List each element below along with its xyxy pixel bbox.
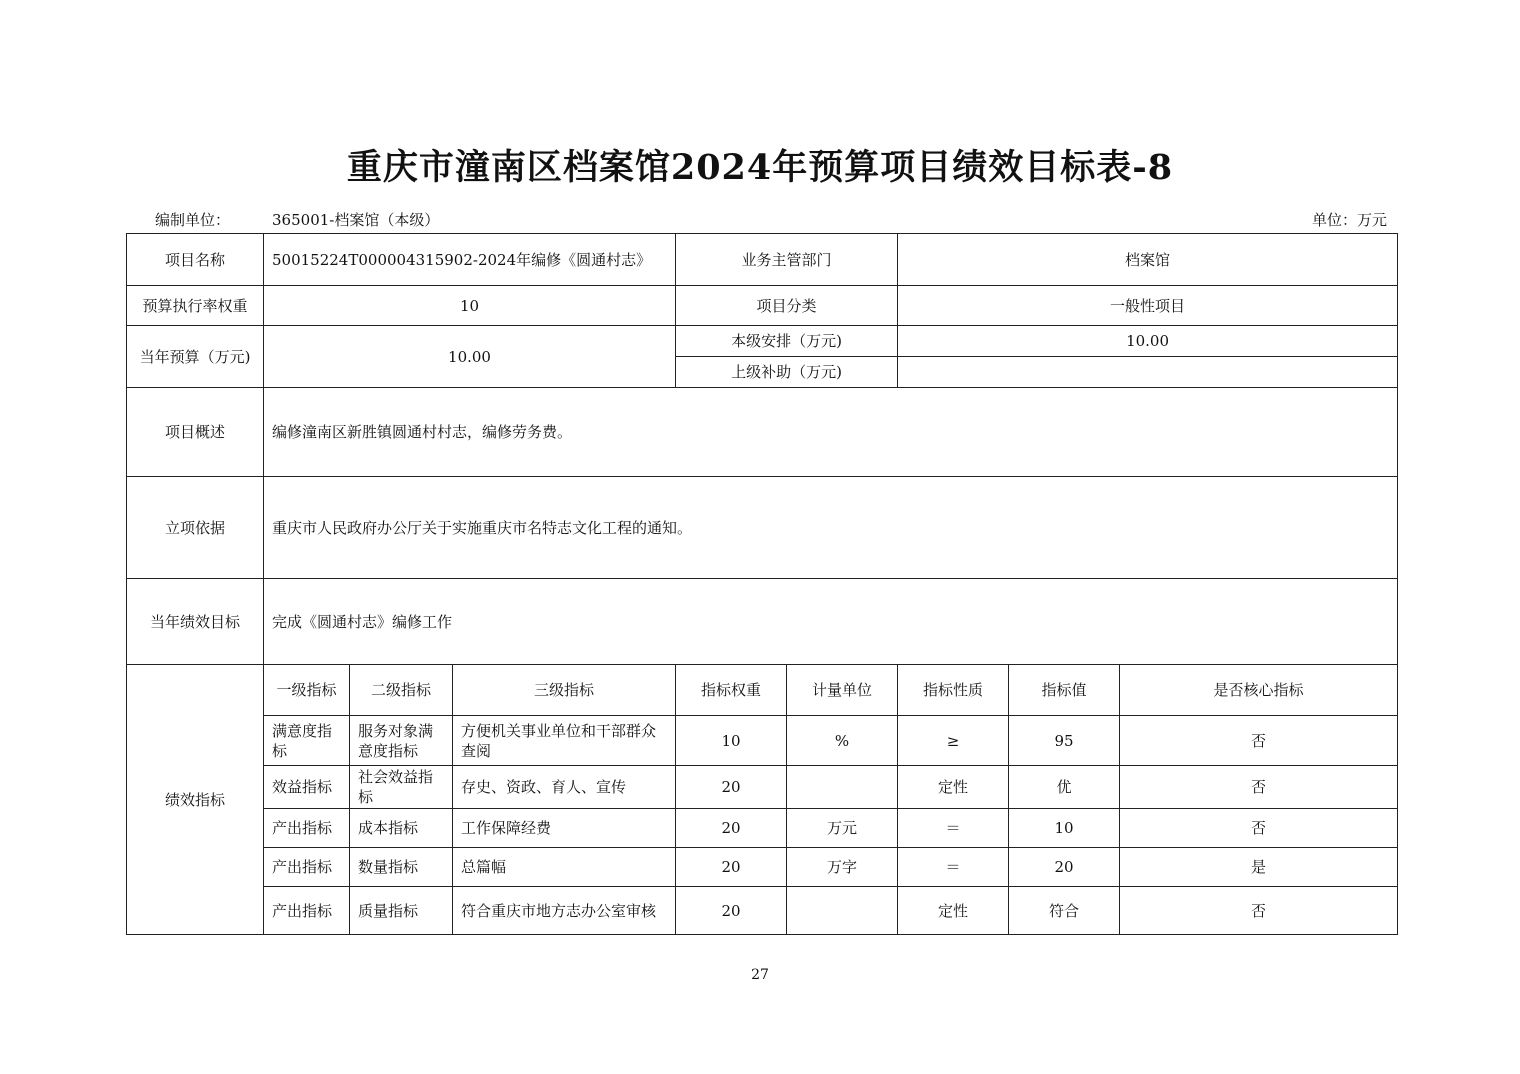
project-name-label: 项目名称 <box>127 234 264 286</box>
page-title: 重庆市潼南区档案馆2024年预算项目绩效目标表-8 <box>346 147 1174 188</box>
header-weight: 指标权重 <box>676 665 787 716</box>
cell-level3: 符合重庆市地方志办公室审核 <box>453 887 676 935</box>
indicator-section-label: 绩效指标 <box>127 665 264 935</box>
cell-nature: 定性 <box>898 766 1009 809</box>
row-goal <box>127 579 1398 665</box>
cell-value: 符合 <box>1009 887 1120 935</box>
indicator-row <box>127 848 1398 887</box>
header-level3: 三级指标 <box>453 665 676 716</box>
cell-level3: 总篇幅 <box>453 848 676 887</box>
row-project-name <box>127 234 1398 286</box>
cell-nature: ≥ <box>898 716 1009 766</box>
cell-weight: 20 <box>676 887 787 935</box>
category-label: 项目分类 <box>676 286 898 326</box>
overview-label: 项目概述 <box>127 388 264 477</box>
local-label: 本级安排（万元) <box>676 326 898 357</box>
cell-unit: % <box>787 716 898 766</box>
cell-level1: 产出指标 <box>264 887 350 935</box>
indicator-row <box>127 809 1398 848</box>
cell-level2: 社会效益指标 <box>350 766 453 809</box>
overview-value: 编修潼南区新胜镇圆通村村志，编修劳务费。 <box>264 388 1398 477</box>
currency-unit: 单位：万元 <box>1311 211 1387 229</box>
category-value: 一般性项目 <box>898 286 1398 326</box>
cell-level3: 工作保障经费 <box>453 809 676 848</box>
weight-label: 预算执行率权重 <box>127 286 264 326</box>
cell-unit: 万元 <box>787 809 898 848</box>
local-value: 10.00 <box>898 326 1398 357</box>
header-nature: 指标性质 <box>898 665 1009 716</box>
cell-core: 否 <box>1120 766 1398 809</box>
basis-label: 立项依据 <box>127 477 264 579</box>
cell-level1: 效益指标 <box>264 766 350 809</box>
cell-weight: 20 <box>676 809 787 848</box>
cell-core: 否 <box>1120 887 1398 935</box>
cell-unit <box>787 887 898 935</box>
budget-value: 10.00 <box>264 326 676 388</box>
cell-nature: 定性 <box>898 887 1009 935</box>
indicator-header-row <box>127 665 1398 716</box>
dept-value: 档案馆 <box>898 234 1398 286</box>
row-budget <box>127 326 1398 357</box>
cell-weight: 20 <box>676 848 787 887</box>
cell-core: 否 <box>1120 716 1398 766</box>
header-level1: 一级指标 <box>264 665 350 716</box>
cell-nature: ＝ <box>898 848 1009 887</box>
indicator-row <box>127 766 1398 809</box>
row-overview <box>127 388 1398 477</box>
header-unit: 计量单位 <box>787 665 898 716</box>
cell-unit <box>787 766 898 809</box>
goal-value: 完成《圆通村志》编修工作 <box>264 579 1398 665</box>
cell-weight: 20 <box>676 766 787 809</box>
cell-value: 20 <box>1009 848 1120 887</box>
cell-value: 95 <box>1009 716 1120 766</box>
cell-level2: 服务对象满意度指标 <box>350 716 453 766</box>
weight-value: 10 <box>264 286 676 326</box>
cell-unit: 万字 <box>787 848 898 887</box>
cell-value: 优 <box>1009 766 1120 809</box>
row-basis <box>127 477 1398 579</box>
cell-level3: 方便机关事业单位和干部群众查阅 <box>453 716 676 766</box>
project-name-value: 50015224T000004315902-2024年编修《圆通村志》 <box>264 234 676 286</box>
cell-nature: ＝ <box>898 809 1009 848</box>
dept-label: 业务主管部门 <box>676 234 898 286</box>
indicator-row <box>127 716 1398 766</box>
cell-value: 10 <box>1009 809 1120 848</box>
cell-level1: 产出指标 <box>264 848 350 887</box>
cell-level3: 存史、资政、育人、宣传 <box>453 766 676 809</box>
row-weight <box>127 286 1398 326</box>
header-core: 是否核心指标 <box>1120 665 1398 716</box>
goal-label: 当年绩效目标 <box>127 579 264 665</box>
cell-core: 是 <box>1120 848 1398 887</box>
cell-level2: 成本指标 <box>350 809 453 848</box>
cell-core: 否 <box>1120 809 1398 848</box>
cell-level1: 满意度指标 <box>264 716 350 766</box>
basis-value: 重庆市人民政府办公厅关于实施重庆市名特志文化工程的通知。 <box>264 477 1398 579</box>
subsidy-value <box>898 357 1398 388</box>
indicator-row <box>127 887 1398 935</box>
cell-weight: 10 <box>676 716 787 766</box>
cell-level1: 产出指标 <box>264 809 350 848</box>
subsidy-label: 上级补助（万元) <box>676 357 898 388</box>
compiling-unit-label: 编制单位： <box>155 211 231 229</box>
compiling-unit-value: 365001-档案馆（本级） <box>272 211 440 229</box>
cell-level2: 数量指标 <box>350 848 453 887</box>
budget-label: 当年预算（万元) <box>127 326 264 388</box>
cell-level2: 质量指标 <box>350 887 453 935</box>
compiling-unit <box>155 209 439 230</box>
header-level2: 二级指标 <box>350 665 453 716</box>
performance-table <box>126 233 1398 935</box>
page-number: 27 <box>751 967 769 983</box>
header-value: 指标值 <box>1009 665 1120 716</box>
